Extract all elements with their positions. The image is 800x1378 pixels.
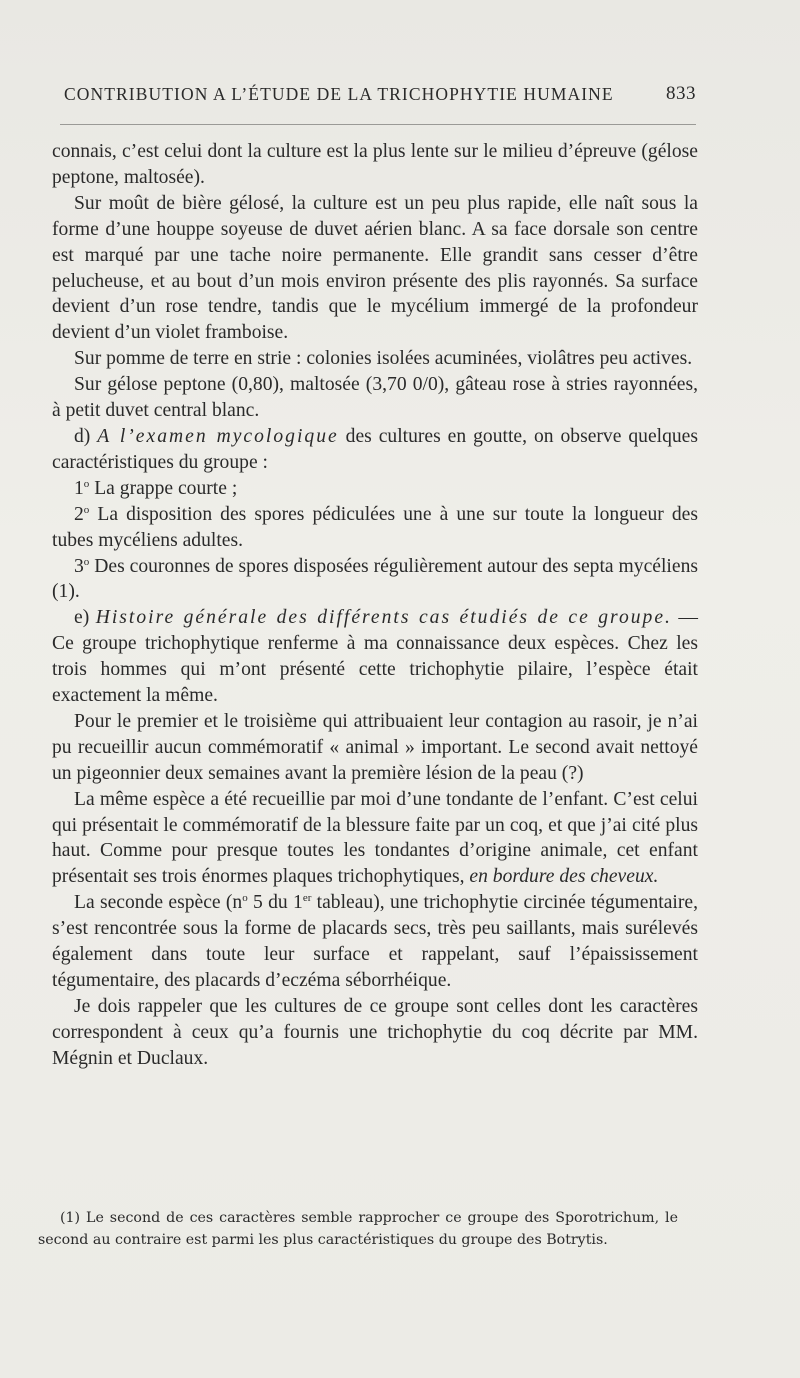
running-header (64, 84, 696, 105)
list-text: Des couronnes de spores disposées régulièrement autour des septa mycéliens (1). (52, 555, 698, 603)
footnote: (1) Le second de ces caractères semble rapprocher ce groupe des Sporotrichum, le second au contraire est parmi les plus caractéristiques du groupe des Botrytis. (38, 1210, 678, 1248)
running-title: CONTRIBUTION A L’ÉTUDE DE LA TRICHOPHYTIE HUMAINE (64, 84, 614, 104)
paragraph (52, 787, 698, 891)
list-number: 2 (74, 503, 84, 525)
paragraph-text: La même espèce a été recueillie par moi d’une tondante de l’enfant. C’est celui qui présentait le commémoratif de la blessure faite par un coq, et que j’ai cité plus haut. Comme pour presque toutes les tondantes d’origine animale, cet enfant présentait ses trois énormes plaques trichophytiques, (52, 788, 698, 888)
paragraph-text: des cultures en goutte, on observe quelques caractéristiques du groupe : (52, 425, 699, 473)
section-label: d) (74, 425, 91, 447)
section-heading: A l’examen mycologique (97, 425, 339, 447)
paragraph-text: tableau), une trichophytie circinée tégumentaire, s’est rencontrée sous la forme de placards secs, très peu saillants, mais surélevés également dans toute leur surface et rappelant, sauf l’épaississement tégumentaire, des placards d’eczéma séborrhéique. (52, 892, 698, 991)
paragraph: Je dois rappeler que les cultures de ce groupe sont celles dont les caractères correspondent à ceux qu’a fournis une trichophytie du coq décrite par MM. Mégnin et Duclaux. (52, 995, 698, 1069)
body-text (52, 139, 698, 1072)
ordinal-mark: er (302, 892, 312, 905)
paragraph: Pour le premier et le troisième qui attribuaient leur contagion au rasoir, je n’ai pu recueillir aucun commémoratif « animal » important. Le second avait nettoyé un pigeonnier deux semaines avant la première lésion de la peau (?) (52, 710, 698, 784)
paragraph (52, 890, 698, 994)
header-rule (60, 124, 696, 125)
ordinal-mark: o (83, 555, 90, 568)
section-e-paragraph (52, 605, 698, 709)
page-number: 833 (666, 83, 696, 104)
paragraph: connais, c’est celui dont la culture est la plus lente sur le milieu d’épreuve (gélose peptone, maltosée). (52, 141, 698, 188)
ordinal-mark: o (242, 892, 248, 905)
list-text: La disposition des spores pédiculées une à une sur toute la longueur des tubes mycéliens adultes. (52, 503, 698, 551)
paragraph-text: — Ce groupe trichophytique renferme à ma connaissance deux espèces. Chez les trois hommes qui m’ont présenté cette trichophytie pilaire, l’espèce était exactement la même. (52, 607, 698, 707)
paragraph-text: 5 du 1 (247, 892, 303, 914)
list-item (52, 476, 698, 502)
footnotes (38, 1208, 678, 1251)
emphasis-text: en bordure des cheveux. (469, 866, 659, 888)
list-item (52, 502, 698, 554)
list-text: La grappe courte ; (94, 477, 238, 499)
list-number: 1 (74, 477, 84, 499)
list-number: 3 (74, 555, 84, 577)
ordinal-mark: o (83, 503, 90, 516)
ordinal-mark: o (83, 477, 90, 490)
list-item (52, 554, 698, 606)
paragraph-text: La seconde espèce (n (74, 892, 243, 914)
section-d-paragraph (52, 424, 698, 476)
section-label: e) (74, 607, 90, 629)
paragraph: Sur gélose peptone (0,80), maltosée (3,70 0/0), gâteau rose à stries rayonnées, à petit duvet central blanc. (52, 374, 698, 422)
paragraph: Sur pomme de terre en strie : colonies isolées acuminées, violâtres peu actives. (74, 348, 693, 370)
paragraph: Sur moût de bière gélosé, la culture est un peu plus rapide, elle naît sous la forme d’une houppe soyeuse de duvet aérien blanc. A sa face dorsale son centre est marqué par une tache noire permanente. Elle grandit sans cesser d’être pelucheuse, et au bout d’un mois environ présente des plis rayonnés. Sa surface devient d’un rose tendre, tandis que le mycélium immergé de la profondeur devient d’un violet framboise. (52, 192, 698, 344)
section-heading: Histoire générale des différents cas étudiés de ce groupe. (95, 607, 672, 629)
